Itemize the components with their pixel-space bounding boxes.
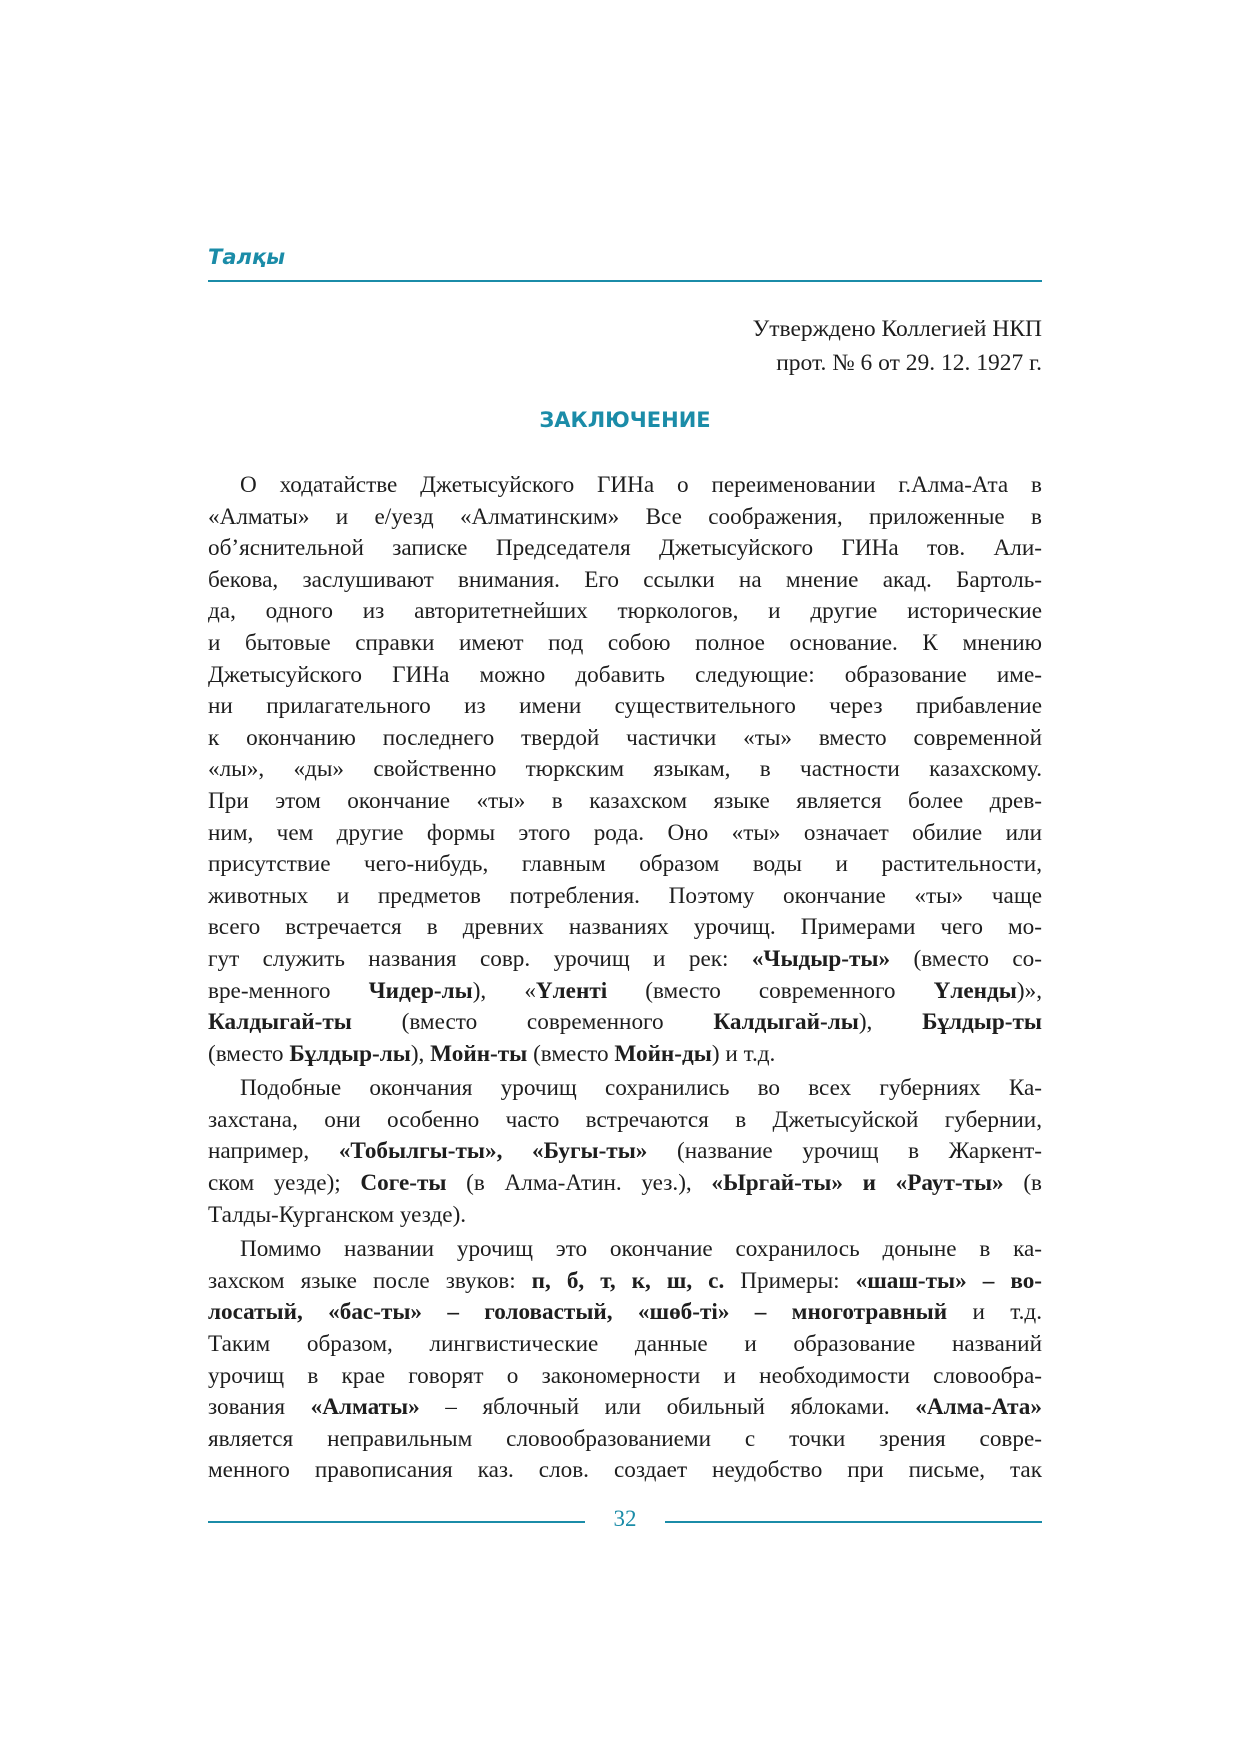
text-run: вре-менного bbox=[208, 977, 369, 1004]
text-line bbox=[208, 1168, 1042, 1200]
bold-term: Үленды bbox=[933, 977, 1017, 1004]
text-line: бекова, заслушивают внимания. Его ссылки на мнение акад. Бартоль- bbox=[208, 566, 1042, 593]
text-run: ), bbox=[858, 1009, 923, 1036]
text-run: ), bbox=[410, 1040, 431, 1067]
bold-term: Калдыгай-лы bbox=[713, 1009, 859, 1036]
text-run: Примеры: bbox=[724, 1267, 856, 1294]
text-run: зования bbox=[208, 1394, 311, 1421]
page-number: 32 bbox=[613, 1506, 637, 1531]
bold-term: Калдыгай-ты bbox=[208, 1009, 352, 1036]
bold-term: Үленті bbox=[535, 977, 608, 1004]
bold-term: «Алма-Ата» bbox=[915, 1394, 1042, 1421]
text-line: При этом окончание «ты» в казахском языке является более древ- bbox=[208, 787, 1042, 814]
text-run: и т.д. bbox=[947, 1299, 1042, 1326]
text-line: менного правописания каз. слов. создает неудобство при письме, так bbox=[208, 1457, 1042, 1484]
bold-term: лосатый, «бас-ты» – головастый, «шөб-ті» – многотравный bbox=[208, 1299, 948, 1326]
text-run: (вместо современного bbox=[351, 1009, 714, 1036]
text-line: и бытовые справки имеют под собою полное основание. К мнению bbox=[208, 629, 1042, 656]
text-line bbox=[208, 1392, 1042, 1424]
text-line bbox=[208, 976, 1042, 1008]
text-line: Подобные окончания урочищ сохранились во всех губерниях Ка- bbox=[240, 1075, 1042, 1102]
bold-term: Мойн-ды bbox=[614, 1040, 712, 1067]
text-run: захском языке после звуков: bbox=[208, 1267, 532, 1294]
text-line: «Алматы» и е/уезд «Алматинским» Все соображения, приложенные в bbox=[208, 503, 1042, 530]
text-line: к окончанию последнего твердой частички «ты» вместо современной bbox=[208, 724, 1042, 751]
text-run: (вместо bbox=[208, 1040, 290, 1067]
text-run: (вместо современного bbox=[607, 977, 934, 1004]
approval-line: прот. № 6 от 29. 12. 1927 г. bbox=[776, 350, 1042, 376]
text-line: Талды-Курганском уезде). bbox=[208, 1201, 467, 1228]
header-title: Талқы bbox=[208, 245, 286, 269]
bold-term: Чидер-лы bbox=[368, 977, 473, 1004]
footer-divider bbox=[208, 1521, 585, 1523]
text-line: захстана, они особенно часто встречаются в Джетысуйской губернии, bbox=[208, 1106, 1042, 1133]
text-line: Джетысуйского ГИНа можно добавить следующие: образование име- bbox=[208, 661, 1042, 688]
text-run: – яблочный или обильный яблоками. bbox=[419, 1394, 916, 1421]
text-line bbox=[208, 1297, 1042, 1329]
text-line: ним, чем другие формы этого рода. Оно «ты» означает обилие или bbox=[208, 819, 1042, 846]
text-run: (в bbox=[1003, 1170, 1042, 1197]
text-line: является неправильным словообразованиеми с точки зрения совре- bbox=[208, 1425, 1042, 1452]
text-line: всего встречается в древних названиях урочищ. Примерами чего мо- bbox=[208, 914, 1042, 941]
text-line: да, одного из авторитетнейших тюркологов, и другие исторические bbox=[208, 598, 1042, 625]
footer-divider bbox=[665, 1521, 1042, 1523]
page-footer bbox=[208, 1502, 1042, 1542]
text-line: животных и предметов потребления. Поэтому окончание «ты» чаще bbox=[208, 882, 1042, 909]
text-run: )», bbox=[1016, 977, 1042, 1004]
section-title: ЗАКЛЮЧЕНИЕ bbox=[539, 408, 711, 432]
text-line: «лы», «ды» свойственно тюркским языкам, в частности казахскому. bbox=[208, 756, 1042, 783]
text-line: Помимо названии урочищ это окончание сохранилось доныне в ка- bbox=[240, 1236, 1042, 1263]
bold-term: Бұлдыр-ты bbox=[922, 1009, 1042, 1036]
bold-term: «шаш-ты» – во- bbox=[855, 1267, 1043, 1294]
approval-line: Утверждено Коллегией НКП bbox=[752, 316, 1042, 342]
bold-term: п, б, т, к, ш, с. bbox=[531, 1267, 725, 1294]
text-run: гут служить названия совр. урочищ и рек: bbox=[208, 945, 752, 972]
text-run: ) и т.д. bbox=[711, 1040, 776, 1067]
body-text bbox=[208, 470, 1042, 1487]
text-run: (название урочищ в Жаркент- bbox=[647, 1138, 1042, 1165]
text-run: ), « bbox=[472, 977, 536, 1004]
text-run: например, bbox=[208, 1138, 339, 1165]
bold-term: «Алматы» bbox=[310, 1394, 420, 1421]
text-line bbox=[208, 944, 1042, 976]
text-line: Таким образом, лингвистические данные и образование названий bbox=[208, 1331, 1042, 1358]
text-line: об’яснительной записке Председателя Джетысуйского ГИНа тов. Али- bbox=[208, 535, 1042, 562]
text-line bbox=[208, 1007, 1042, 1039]
text-run: (в Алма-Атин. уез.), bbox=[446, 1170, 712, 1197]
bold-term: «Тобылгы-ты», «Бугы-ты» bbox=[338, 1138, 648, 1165]
bold-term: Мойн-ты bbox=[430, 1040, 528, 1067]
bold-term: Соге-ты bbox=[360, 1170, 447, 1197]
text-line bbox=[208, 1039, 1042, 1071]
text-run: ском уезде); bbox=[208, 1170, 361, 1197]
bold-term: Бұлдыр-лы bbox=[289, 1040, 411, 1067]
text-line bbox=[208, 1266, 1042, 1298]
text-line: присутствие чего-нибудь, главным образом воды и растительности, bbox=[208, 851, 1042, 878]
text-run: (вместо bbox=[527, 1040, 615, 1067]
text-line: урочищ в крае говорят о закономерности и необходимости словообра- bbox=[208, 1362, 1042, 1389]
approval-note bbox=[208, 312, 1042, 380]
text-line bbox=[208, 1136, 1042, 1168]
running-header bbox=[208, 243, 1042, 282]
bold-term: «Ыргай-ты» и «Раут-ты» bbox=[711, 1170, 1004, 1197]
text-line: ни прилагательного из имени существительного через прибавление bbox=[208, 693, 1042, 720]
text-line: О ходатайстве Джетысуйского ГИНа о переименовании г.Алма-Ата в bbox=[240, 472, 1042, 498]
text-run: (вместо со- bbox=[890, 945, 1042, 972]
bold-term: «Чыдыр-ты» bbox=[751, 945, 891, 972]
